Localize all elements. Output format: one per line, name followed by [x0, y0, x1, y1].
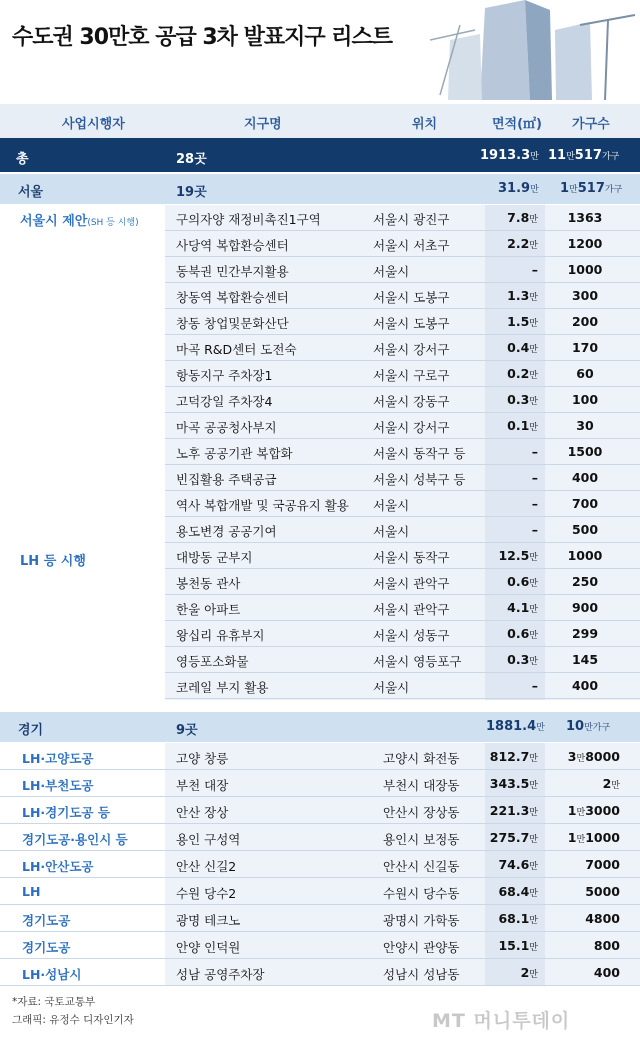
- area-unit: 만: [529, 605, 538, 615]
- district-name: 창동역 복합환승센터: [176, 290, 289, 305]
- credit-note: 그래픽: 유정수 디자인기자: [12, 1014, 134, 1026]
- district-location: 서울시: [373, 680, 410, 695]
- district-households: 1363: [567, 210, 603, 225]
- district-area: [488, 444, 538, 459]
- district-location: 서울시 관악구: [373, 602, 450, 617]
- district-name: 광명 테크노: [176, 913, 241, 928]
- total-label: 총: [16, 152, 29, 167]
- district-households: 170: [571, 340, 599, 355]
- table-row: [0, 413, 640, 439]
- hh-value-b: 400: [593, 965, 620, 980]
- district-households: [560, 965, 620, 980]
- col-location: 위치: [412, 117, 438, 132]
- district-households: 1000: [567, 262, 603, 277]
- area-value: 7.8: [507, 210, 530, 225]
- table-row: [0, 673, 640, 699]
- district-area: [488, 522, 538, 537]
- area-value: 68.1: [498, 911, 530, 926]
- district-location: 안양시 관양동: [383, 940, 460, 955]
- seoul-households: 1만517가구: [560, 181, 623, 196]
- district-households: [560, 938, 620, 953]
- district-name: 용인 구성역: [176, 832, 241, 847]
- district-area: [488, 776, 538, 791]
- district-area: [488, 210, 538, 225]
- table-row: [0, 387, 640, 413]
- district-name: 항동지구 주차장1: [176, 368, 273, 383]
- gyeonggi-area: 1881.4만: [486, 719, 545, 734]
- source-note: *자료: 국토교통부: [12, 996, 96, 1008]
- district-location: 서울시 성동구: [373, 628, 450, 643]
- district-area: [488, 884, 538, 899]
- hh-unit: 만: [576, 754, 586, 764]
- area-value: 1.5: [507, 314, 530, 329]
- operator-name: LH·부천도공: [22, 778, 94, 793]
- seoul-row: [0, 174, 640, 204]
- district-area: [488, 340, 538, 355]
- district-area: [488, 418, 538, 433]
- table-row: [0, 205, 640, 231]
- area-value: 0.6: [507, 626, 530, 641]
- total-row: [0, 138, 640, 172]
- district-area: [488, 830, 538, 845]
- district-households: 30: [576, 418, 594, 433]
- area-unit: 만: [529, 889, 538, 899]
- district-location: 서울시 도봉구: [373, 290, 450, 305]
- seoul-group1-label: 서울시 제안(SH 등 시행): [20, 214, 139, 229]
- area-unit: 만: [529, 241, 538, 251]
- hh-value-b: 800: [593, 938, 620, 953]
- area-value: 2: [520, 965, 530, 980]
- table-row: [0, 257, 640, 283]
- table-row: [0, 797, 640, 824]
- area-unit: 만: [529, 943, 538, 953]
- area-unit: 만: [529, 215, 538, 225]
- hh-unit: 만: [611, 781, 620, 791]
- district-area: [488, 652, 538, 667]
- district-location: 수원시 당수동: [383, 886, 460, 901]
- district-name: 한울 아파트: [176, 602, 241, 617]
- table-row: [0, 491, 640, 517]
- table-row: [0, 905, 640, 932]
- table-row: [0, 878, 640, 905]
- district-area: [488, 626, 538, 641]
- district-location: 서울시 서초구: [373, 238, 450, 253]
- district-location: 서울시 광진구: [373, 212, 450, 227]
- district-location: 용인시 보정동: [383, 832, 460, 847]
- area-value: 0.3: [507, 652, 530, 667]
- table-row: [0, 851, 640, 878]
- district-households: 60: [576, 366, 594, 381]
- table-row: [0, 543, 640, 569]
- district-name: 마곡 R&D센터 도전숙: [176, 342, 297, 357]
- district-name: 동북권 민간부지활용: [176, 264, 289, 279]
- district-location: 서울시 강서구: [373, 420, 450, 435]
- gyeonggi-label: 경기: [18, 723, 44, 738]
- total-count: 28곳: [176, 152, 207, 167]
- district-name: 마곡 공공청사부지: [176, 420, 277, 435]
- area-value: –: [531, 470, 538, 485]
- row-divider: [0, 985, 640, 986]
- area-value: –: [531, 678, 538, 693]
- district-location: 안산시 신길동: [383, 859, 460, 874]
- district-area: [488, 574, 538, 589]
- area-value: 0.4: [507, 340, 530, 355]
- table-row: [0, 439, 640, 465]
- table-header: [0, 104, 640, 138]
- area-unit: 만: [529, 579, 538, 589]
- district-location: 광명시 가학동: [383, 913, 460, 928]
- district-households: [560, 830, 620, 845]
- hh-value-a: 2: [602, 776, 612, 791]
- area-value: 0.3: [507, 392, 530, 407]
- district-location: 서울시 도봉구: [373, 316, 450, 331]
- area-value: 275.7: [489, 830, 530, 845]
- hh-value-b: 1000: [585, 830, 620, 845]
- district-name: 창동 창업및문화산단: [176, 316, 289, 331]
- district-area: [488, 262, 538, 277]
- area-value: 4.1: [507, 600, 530, 615]
- hh-value-a: 1: [567, 830, 577, 845]
- gyeonggi-row: [0, 712, 640, 742]
- area-unit: 만: [529, 808, 538, 818]
- area-value: 221.3: [489, 803, 530, 818]
- operator-name: LH·안산도공: [22, 859, 94, 874]
- area-value: 1.3: [507, 288, 530, 303]
- operator-name: LH: [22, 884, 41, 899]
- col-area: 면적(㎡): [492, 117, 542, 132]
- operator-name: LH·고양도공: [22, 751, 94, 766]
- district-households: [560, 749, 620, 764]
- area-value: 0.6: [507, 574, 530, 589]
- district-name: 고덕강일 주차장4: [176, 394, 273, 409]
- district-name: 사당역 복합환승센터: [176, 238, 289, 253]
- area-unit: 만: [529, 631, 538, 641]
- district-location: 서울시 영등포구: [373, 654, 462, 669]
- district-households: [560, 803, 620, 818]
- district-name: 역사 복합개발 및 국공유지 활용: [176, 498, 349, 513]
- area-unit: 만: [529, 319, 538, 329]
- area-unit: 만: [529, 916, 538, 926]
- area-value: 15.1: [498, 938, 530, 953]
- area-unit: 만: [529, 345, 538, 355]
- hh-unit: 만: [576, 808, 586, 818]
- district-name: 노후 공공기관 복합화: [176, 446, 293, 461]
- district-households: [560, 884, 620, 899]
- area-unit: 만: [529, 970, 538, 980]
- district-name: 안산 장상: [176, 805, 229, 820]
- col-name: 지구명: [244, 117, 282, 132]
- district-name: 안양 인덕원: [176, 940, 241, 955]
- district-location: 안산시 장상동: [383, 805, 460, 820]
- district-name: 용도변경 공공기여: [176, 524, 277, 539]
- table-row: [0, 824, 640, 851]
- operator-name: LH·경기도공 등: [22, 805, 110, 820]
- area-unit: 만: [529, 293, 538, 303]
- district-name: 구의자양 재정비촉진1구역: [176, 212, 321, 227]
- hh-value-b: 4800: [585, 911, 620, 926]
- operator-name: 경기도공: [22, 913, 71, 928]
- district-name: 영등포소화물: [176, 654, 249, 669]
- district-households: 900: [571, 600, 599, 615]
- table-row: [0, 932, 640, 959]
- district-location: 고양시 화전동: [383, 751, 460, 766]
- district-area: [488, 938, 538, 953]
- operator-name: 경기도공·용인시 등: [22, 832, 128, 847]
- seoul-label: 서울: [18, 185, 44, 200]
- table-row: [0, 621, 640, 647]
- area-value: –: [531, 262, 538, 277]
- district-area: [488, 548, 538, 563]
- district-area: [488, 600, 538, 615]
- district-location: 서울시: [373, 264, 410, 279]
- table-row: [0, 770, 640, 797]
- district-area: [488, 366, 538, 381]
- district-name: 대방동 군부지: [176, 550, 253, 565]
- district-area: [488, 470, 538, 485]
- district-households: 299: [571, 626, 599, 641]
- district-location: 부천시 대장동: [383, 778, 460, 793]
- area-unit: 만: [529, 371, 538, 381]
- col-households: 가구수: [572, 117, 610, 132]
- district-households: 300: [571, 288, 599, 303]
- hh-value-b: 3000: [585, 803, 620, 818]
- district-location: 서울시 관악구: [373, 576, 450, 591]
- district-name: 봉천동 관사: [176, 576, 241, 591]
- area-value: 0.1: [507, 418, 530, 433]
- area-value: 343.5: [489, 776, 530, 791]
- district-location: 서울시 구로구: [373, 368, 450, 383]
- table-row: [0, 959, 640, 986]
- district-location: 서울시: [373, 524, 410, 539]
- table-row: [0, 361, 640, 387]
- district-households: [560, 776, 620, 791]
- district-area: [488, 288, 538, 303]
- row-divider: [165, 698, 640, 699]
- district-location: 서울시 강서구: [373, 342, 450, 357]
- table-row: [0, 743, 640, 770]
- table-row: [0, 595, 640, 621]
- district-households: [560, 857, 620, 872]
- area-value: 12.5: [498, 548, 530, 563]
- table-row: [0, 309, 640, 335]
- area-value: –: [531, 496, 538, 511]
- table-row: [0, 465, 640, 491]
- district-area: [488, 496, 538, 511]
- area-unit: 만: [529, 423, 538, 433]
- district-location: 서울시 동작구: [373, 550, 450, 565]
- district-area: [488, 314, 538, 329]
- area-unit: 만: [529, 754, 538, 764]
- table-row: [0, 647, 640, 673]
- district-location: 서울시: [373, 498, 410, 513]
- table-row: [0, 335, 640, 361]
- district-name: 부천 대장: [176, 778, 229, 793]
- area-value: 68.4: [498, 884, 530, 899]
- district-name: 성남 공영주차장: [176, 967, 265, 982]
- table-row: [0, 231, 640, 257]
- operator-name: LH·성남시: [22, 967, 82, 982]
- district-name: 고양 창릉: [176, 751, 229, 766]
- district-location: 서울시 성북구 등: [373, 472, 466, 487]
- hh-value-b: 5000: [585, 884, 620, 899]
- seoul-area: 31.9만: [498, 181, 539, 196]
- district-area: [488, 749, 538, 764]
- district-households: 1500: [567, 444, 603, 459]
- area-value: 812.7: [489, 749, 530, 764]
- district-area: [488, 236, 538, 251]
- district-name: 수원 당수2: [176, 886, 237, 901]
- district-households: 700: [571, 496, 599, 511]
- district-households: 1200: [567, 236, 603, 251]
- district-households: 145: [571, 652, 599, 667]
- district-area: [488, 392, 538, 407]
- area-value: 2.2: [507, 236, 530, 251]
- district-location: 서울시 동작구 등: [373, 446, 466, 461]
- district-area: [488, 965, 538, 980]
- area-unit: 만: [529, 657, 538, 667]
- table-row: [0, 283, 640, 309]
- district-households: 250: [571, 574, 599, 589]
- district-area: [488, 857, 538, 872]
- area-unit: 만: [529, 835, 538, 845]
- district-name: 왕십리 유휴부지: [176, 628, 265, 643]
- seoul-count: 19곳: [176, 185, 207, 200]
- table-row: [0, 569, 640, 595]
- area-unit: 만: [529, 862, 538, 872]
- district-location: 서울시 강동구: [373, 394, 450, 409]
- area-unit: 만: [529, 397, 538, 407]
- district-name: 코레일 부지 활용: [176, 680, 269, 695]
- area-value: –: [531, 522, 538, 537]
- district-households: [560, 911, 620, 926]
- gyeonggi-households: 10만가구: [566, 719, 611, 734]
- table-row: [0, 517, 640, 543]
- district-name: 빈집활용 주택공급: [176, 472, 277, 487]
- gyeonggi-count: 9곳: [176, 723, 198, 738]
- hh-value-a: 3: [567, 749, 577, 764]
- building-illustration: [430, 0, 640, 100]
- district-area: [488, 678, 538, 693]
- district-households: 400: [571, 678, 599, 693]
- district-area: [488, 803, 538, 818]
- page-title: 수도권 30만호 공급 3차 발표지구 리스트: [12, 25, 392, 50]
- hh-value-b: 7000: [585, 857, 620, 872]
- district-households: 100: [571, 392, 599, 407]
- logo: MT 머니투데이: [432, 1010, 571, 1032]
- district-households: 400: [571, 470, 599, 485]
- district-name: 안산 신길2: [176, 859, 237, 874]
- area-value: –: [531, 444, 538, 459]
- hh-value-a: 1: [567, 803, 577, 818]
- district-households: 200: [571, 314, 599, 329]
- hh-value-b: 8000: [585, 749, 620, 764]
- col-operator: 사업시행자: [62, 117, 125, 132]
- district-households: 1000: [567, 548, 603, 563]
- area-value: 74.6: [498, 857, 530, 872]
- area-value: 0.2: [507, 366, 530, 381]
- district-location: 성남시 성남동: [383, 967, 460, 982]
- operator-name: 경기도공: [22, 940, 71, 955]
- hh-unit: 만: [576, 835, 586, 845]
- district-area: [488, 911, 538, 926]
- seoul-group2-label: LH 등 시행: [20, 554, 86, 569]
- total-households: 11만517가구: [548, 148, 620, 163]
- total-area: 1913.3만: [480, 148, 539, 163]
- area-unit: 만: [529, 553, 538, 563]
- district-households: 500: [571, 522, 599, 537]
- area-unit: 만: [529, 781, 538, 791]
